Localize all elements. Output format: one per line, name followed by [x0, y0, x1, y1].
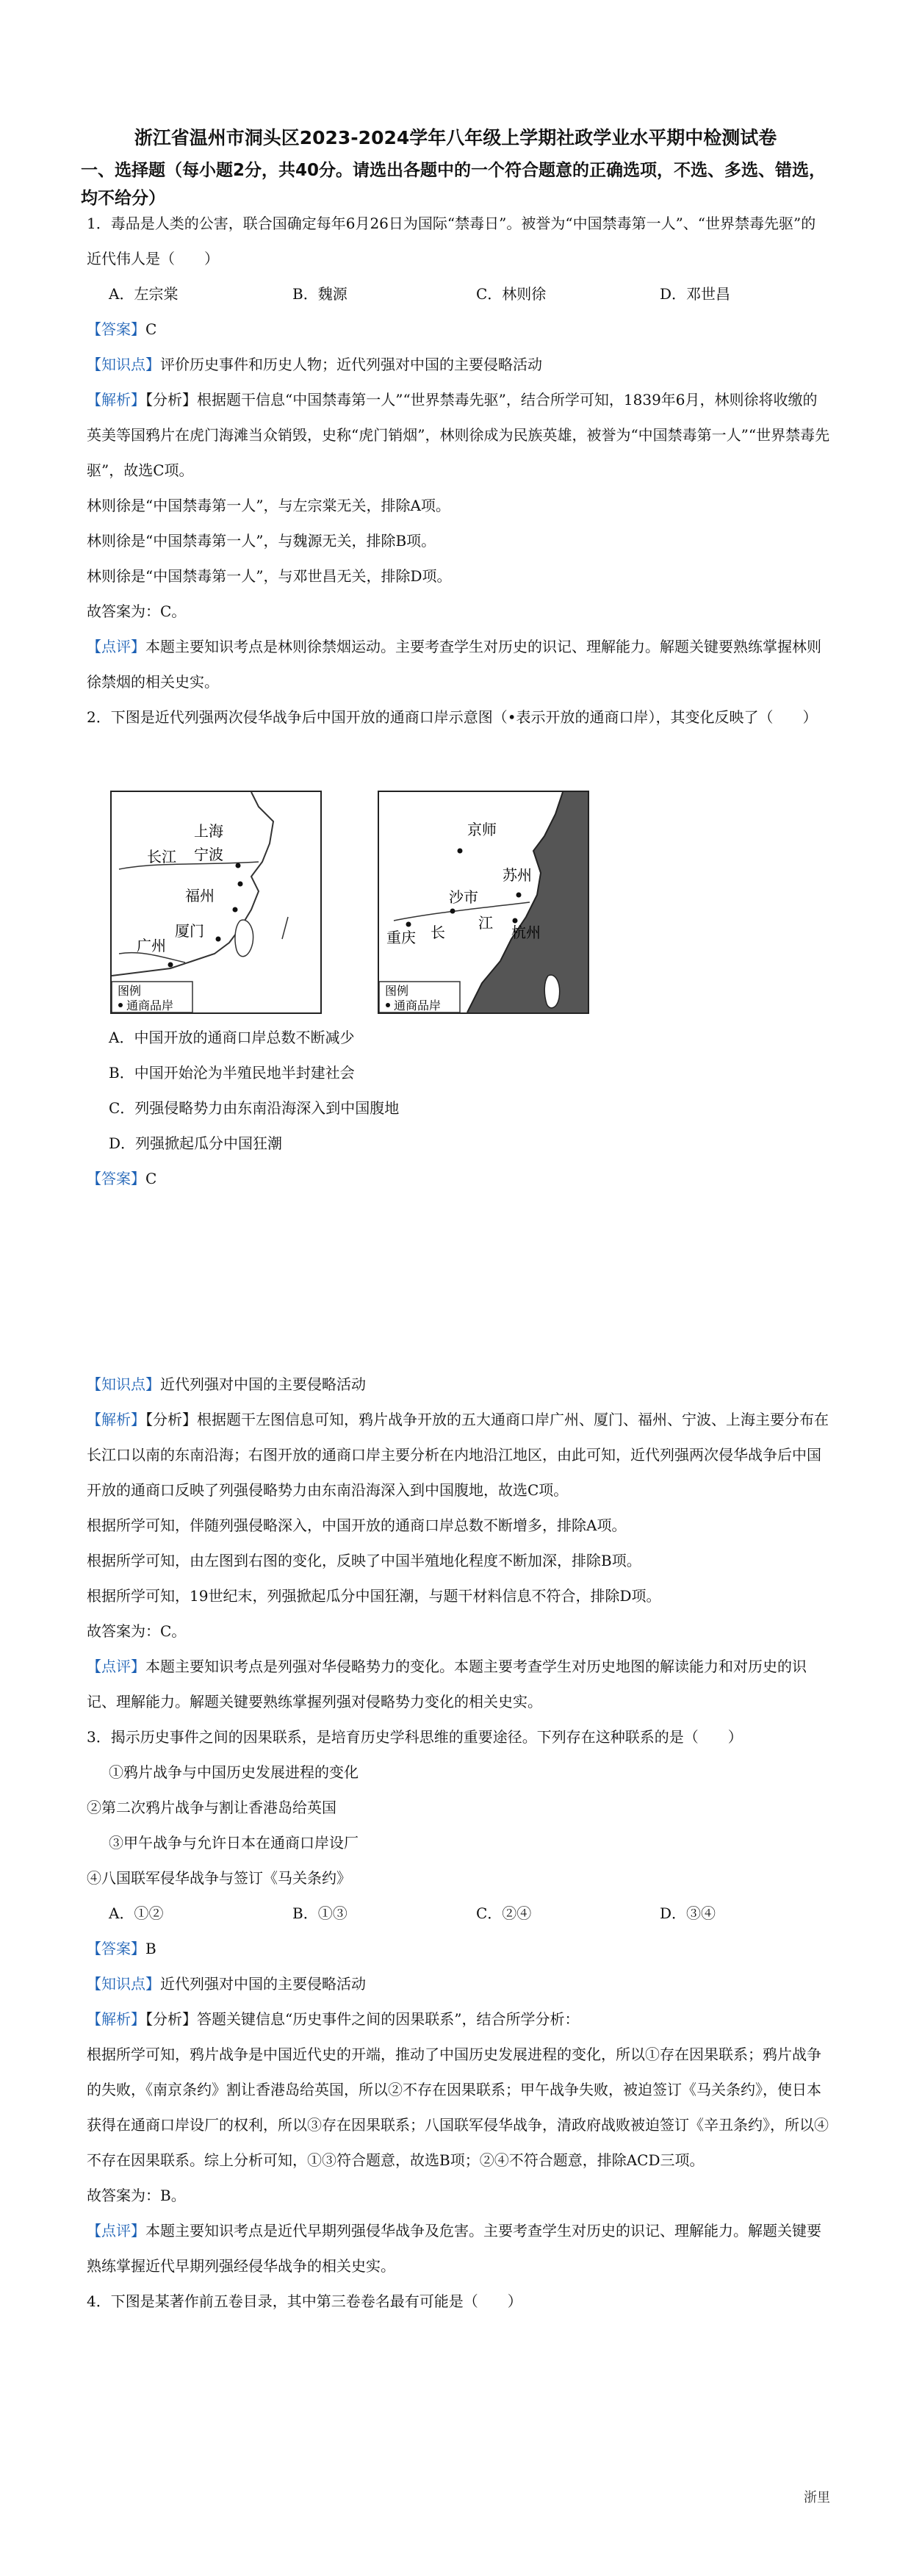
analysis-tag: 【解析】: [87, 2010, 145, 2028]
knowledge-point-tag: 【知识点】: [87, 356, 160, 373]
legend-item: 通商品岸: [394, 999, 442, 1012]
answer-value: B: [145, 1940, 156, 1957]
map-label: 上海: [194, 822, 223, 840]
option-d: D．③④: [660, 1904, 716, 1922]
island-dash: [282, 917, 288, 939]
map-label: 江: [478, 914, 493, 932]
map-right: [378, 791, 589, 1014]
map-left: [110, 791, 322, 1014]
section-title: 一、选择题（每小题2分，共40分。请选出各题中的一个符合题意的正确选项，不选、多选、错选，均不给分）: [81, 161, 827, 208]
question-1: [87, 206, 830, 735]
knowledge-point-tag: 【知识点】: [87, 1375, 160, 1393]
options-row: [87, 1896, 830, 1931]
legend-dot: [386, 1003, 390, 1007]
analysis-paragraph: [87, 2001, 830, 2037]
comment-paragraph: [87, 629, 830, 699]
analysis-paragraph: [87, 382, 830, 488]
analysis-line: 根据所学可知，由左图到右图的变化，反映了中国半殖地化程度不断加深，排除B项。: [87, 1552, 641, 1569]
map-label: 长: [431, 924, 445, 941]
statement-item: ④八国联军侵华战争与签订《马关条约》: [87, 1869, 351, 1887]
statement-item: ①鸦片战争与中国历史发展进程的变化: [109, 1763, 359, 1781]
question-2-options: [87, 1020, 830, 1196]
map-label: 重庆: [386, 929, 416, 946]
analysis-line: 故答案为：C。: [87, 602, 187, 620]
map-label: 福州: [185, 887, 215, 904]
port-dot: [458, 849, 463, 854]
comment-paragraph: [87, 1649, 830, 1719]
port-dot: [236, 863, 241, 868]
option-a: A．左宗棠: [109, 285, 179, 303]
analysis-line: 故答案为：C。: [87, 1622, 187, 1640]
option-c: C．林则徐: [476, 285, 547, 303]
knowledge-point-text: 近代列强对中国的主要侵略活动: [160, 1975, 366, 1993]
option-b: B．魏源: [292, 285, 348, 303]
map-label: 沙市: [449, 888, 478, 906]
comment-tag: 【点评】: [87, 638, 145, 655]
comment-paragraph: [87, 2213, 830, 2284]
port-dot: [238, 882, 243, 887]
knowledge-point-line: [87, 1367, 830, 1402]
statement-item: ③甲午战争与允许日本在通商口岸设厂: [109, 1834, 359, 1852]
options-row: [87, 276, 830, 312]
taiwan-island: [235, 920, 253, 957]
statement-item: ②第二次鸦片战争与割让香港岛给英国: [87, 1799, 336, 1816]
port-dot: [233, 907, 238, 913]
knowledge-point-line: [87, 1966, 830, 2001]
map-label: 广州: [137, 937, 166, 954]
option-a: A．中国开放的通商口岸总数不断减少: [109, 1029, 355, 1046]
comment-tag: 【点评】: [87, 1658, 145, 1675]
answer-tag: 【答案】: [87, 1940, 145, 1957]
analysis-tag: 【解析】: [87, 391, 145, 409]
legend-item: 通商品岸: [126, 999, 174, 1012]
question-2-analysis: [87, 1367, 830, 2319]
answer-line: [87, 1931, 830, 1966]
port-dot: [516, 893, 522, 898]
comment-text: 本题主要知识考点是列强对华侵略势力的变化。本题主要考查学生对历史地图的解读能力和对历史的识记、理解能力。解题关键要熟练掌握列强对侵略势力变化的相关史实。: [87, 1658, 807, 1710]
port-dots: [168, 863, 243, 968]
answer-line: [87, 1161, 830, 1196]
map-label: 苏州: [503, 866, 532, 884]
analysis-tag: 【解析】: [87, 1411, 145, 1428]
answer-line: [87, 312, 830, 347]
treaty-ports-maps: [110, 791, 588, 1011]
option-a: A．①②: [109, 1904, 164, 1922]
option-c: C．列强侵略势力由东南沿海深入到中国腹地: [109, 1099, 400, 1117]
knowledge-point-text: 评价历史事件和历史人物；近代列强对中国的主要侵略活动: [160, 356, 542, 373]
legend-dot: [118, 1003, 123, 1007]
page-title: 浙江省温州市洞头区2023-2024学年八年级上学期社政学业水平期中检测试卷: [134, 127, 777, 148]
comment-text: 本题主要知识考点是林则徐禁烟运动。主要考查学生对历史的识记、理解能力。解题关键要熟练掌握林则徐禁烟的相关史实。: [87, 638, 821, 691]
analysis-paragraph: [87, 1402, 830, 1508]
port-dot: [216, 937, 221, 942]
question-stem: 2．下图是近代列强两次侵华战争后中国开放的通商口岸示意图（•表示开放的通商口岸），其变化反映了（ ）: [87, 708, 818, 726]
map-label: 京师: [467, 821, 497, 838]
question-stem: 1．毒品是人类的公害，联合国确定每年6月26日为国际“禁毒日”。被誉为“中国禁毒第一人”、“世界禁毒先驱”的近代伟人是（ ）: [87, 215, 816, 267]
map-label: 厦门: [175, 922, 204, 940]
option-d: D．邓世昌: [660, 285, 731, 303]
question-stem: 4．下图是某著作前五卷目录，其中第三卷卷名最有可能是（ ）: [87, 2292, 522, 2310]
port-dot: [513, 918, 518, 924]
legend-title: 图例: [118, 984, 142, 998]
question-stem: 3．揭示历史事件之间的因果联系，是培育历史学科思维的重要途径。下列存在这种联系的是（ ）: [87, 1728, 743, 1746]
option-b: B．中国开始沦为半殖民地半封建社会: [109, 1064, 355, 1082]
analysis-line: 林则徐是“中国禁毒第一人”，与邓世昌无关，排除D项。: [87, 567, 452, 585]
knowledge-point-line: [87, 347, 830, 382]
knowledge-point-tag: 【知识点】: [87, 1975, 160, 1993]
analysis-line: 林则徐是“中国禁毒第一人”，与魏源无关，排除B项。: [87, 532, 436, 550]
page-footer: 浙里: [804, 2490, 830, 2505]
analysis-line: 根据所学可知，鸦片战争是中国近代史的开端，推动了中国历史发展进程的变化，所以①存在因果联系；鸦片战争的失败，《南京条约》割让香港岛给英国，所以②不存在因果联系；甲午战争失败，被迫签订《马关条约》，使日本获得在通商口岸设厂的权利，所以③存在因果联系；八国联军侵华战争，清政府战败被迫签订《辛丑条约》，所以④不存在因果联系。综上分析可知，①③符合题意，故选B项；②④不符合题意，排除ACD三项。: [87, 2046, 829, 2169]
legend-title: 图例: [385, 984, 409, 998]
answer-value: C: [145, 320, 157, 338]
answer-value: C: [145, 1170, 157, 1187]
answer-tag: 【答案】: [87, 1170, 145, 1187]
port-dot: [450, 909, 455, 914]
option-c: C．②④: [476, 1904, 532, 1922]
map-label: 杭州: [511, 924, 541, 941]
answer-tag: 【答案】: [87, 320, 145, 338]
comment-tag: 【点评】: [87, 2222, 145, 2239]
analysis-line: 根据所学可知，伴随列强侵略深入，中国开放的通商口岸总数不断增多，排除A项。: [87, 1517, 627, 1534]
analysis-text: 【分析】答题关键信息“历史事件之间的因果联系”，结合所学分析：: [145, 2010, 580, 2028]
knowledge-point-text: 近代列强对中国的主要侵略活动: [160, 1375, 366, 1393]
analysis-line: 林则徐是“中国禁毒第一人”，与左宗棠无关，排除A项。: [87, 497, 450, 514]
comment-text: 本题主要知识考点是近代早期列强侵华战争及危害。主要考查学生对历史的识记、理解能力。解题关键要熟练掌握近代早期列强经侵华战争的相关史实。: [87, 2222, 821, 2275]
port-dot: [406, 922, 411, 927]
taiwan-island: [544, 975, 559, 1008]
analysis-line: 故答案为：B。: [87, 2187, 186, 2204]
port-dot: [168, 963, 173, 968]
option-d: D．列强掀起瓜分中国狂潮: [109, 1134, 283, 1152]
option-b: B．①③: [292, 1904, 348, 1922]
analysis-line: 根据所学可知，19世纪末，列强掀起瓜分中国狂潮，与题干材料信息不符合，排除D项。: [87, 1587, 661, 1605]
map-label: 长江: [147, 848, 176, 866]
analysis-text: 【分析】根据题干信息“中国禁毒第一人”“世界禁毒先驱”，结合所学可知，1839年6月，林则徐将收缴的英美等国鸦片在虎门海滩当众销毁，史称“虎门销烟”，林则徐成为民族英雄，被誉为“中国禁毒第一人”“世界禁毒先驱”，故选C项。: [87, 391, 830, 479]
analysis-text: 【分析】根据题干左图信息可知，鸦片战争开放的五大通商口岸广州、厦门、福州、宁波、上海主要分布在长江口以南的东南沿海；右图开放的通商口岸主要分析在内地沿江地区，由此可知，近代列强两次侵华战争后中国开放的通商口反映了列强侵略势力由东南沿海深入到中国腹地，故选C项。: [87, 1411, 829, 1499]
map-label: 宁波: [194, 846, 223, 863]
